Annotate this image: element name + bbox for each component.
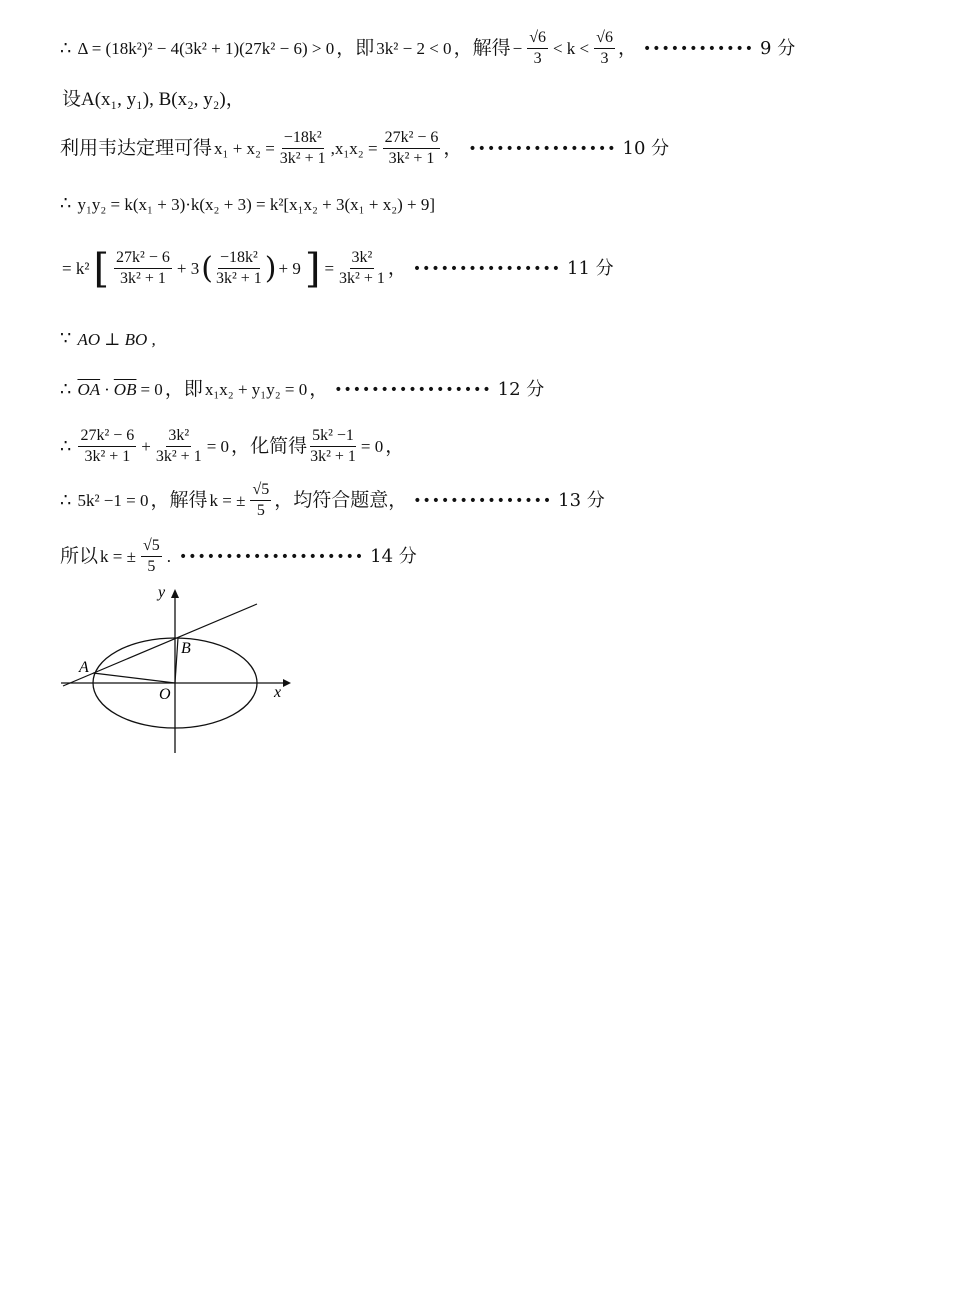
y-axis-arrow-icon — [171, 589, 179, 598]
line-solve-k: ∴ 5k² −1 = 0 ， 解得 k = ± $\frac{√5}{5}$ ， 均符合题意， ••••••••••••••• 13 分 — [60, 481, 605, 519]
fraction-a: $\frac{\text{27k² − 6}}{\text{3k² + 1}}$ — [116, 249, 170, 287]
line-conclusion: 所以 k = ± $\frac{√5}{5}$ . •••••••••••••••••••• 14 分 — [60, 537, 417, 575]
line-dot-product: ∴ $\overline{OA}$ · $\overline{OB}$ = 0 ， 即 x₁x₂ + y₁y₂ = 0 ， ••••••••••••••••• 12 分 — [60, 378, 545, 400]
fraction-c: $\frac{\text{3k²}}{\text{3k² + 1}}$ — [339, 249, 385, 287]
fraction-sum: $\frac{\text{−18k²}}{\text{3k² + 1}}$ — [279, 129, 326, 167]
fraction-d: $\frac{\text{27k² − 6}}{\text{3k² + 1}}$ — [80, 427, 135, 465]
label-y: y — [158, 585, 166, 601]
score-leader-dots: •••••••••••••••• — [468, 140, 617, 157]
score-label: 11 分 — [567, 257, 614, 279]
line-vieta: 利用韦达定理可得 x₁ + x₂ = $\frac{\text{−18k²}}{\text{3k² + 1}}$ ,x₁x₂ = $\frac{\text{27k² − 6}}{\text{3k² + 1}}$ ， •••••••••••••••• 10 分 — [60, 129, 670, 167]
ellipse-figure — [55, 585, 295, 755]
line-through-a-b — [63, 604, 257, 686]
fraction-e: $\frac{\text{3k²}}{\text{3k² + 1}}$ — [155, 427, 202, 465]
line-y1y2-expand: = k² [ $\frac{\text{27k² − 6}}{\text{3k² + 1}}$ + 3 ( $\frac{\text{−18k²}}{\text{3k² + 1}}$ ) + 9 ] = $\frac{\text{3k²}}{\text{3k² + 1}}$ ， •••••••••••••••• 11 分 — [62, 245, 614, 292]
fraction-sqrt5-over-5: $\frac{√5}{5}$ — [252, 481, 270, 519]
set-points-text: 设A(x₁, y₁), B(x₂, y₂)， — [62, 89, 245, 110]
discriminant-expression: Δ = (18k²)² − 4(3k² + 1)(27k² − 6) > 0 — [77, 39, 335, 58]
score-label: 12 分 — [497, 378, 545, 400]
label-x: x — [274, 684, 282, 701]
fraction-sqrt5-over-5-final: $\frac{√5}{5}$ — [142, 537, 160, 575]
fraction-f: $\frac{\text{5k² −1}}{\text{3k² + 1}}$ — [310, 427, 356, 465]
inequality-expression: 3k² − 2 < 0 — [376, 39, 452, 58]
score-label: 9 分 — [760, 37, 796, 59]
therefore-symbol: ∴ — [60, 37, 72, 59]
fraction-sqrt6-over-3: $\frac{√6}{3}$ — [529, 29, 546, 67]
score-label: 13 分 — [558, 489, 605, 511]
fraction-b: $\frac{\text{−18k²}}{\text{3k² + 1}}$ — [215, 249, 262, 287]
line-y1y2: ∴ y₁y₂ = k(x₁ + 3)·k(x₂ + 3) = k²[x₁x₂ + 3(x₁ + x₂) + 9] — [60, 193, 436, 214]
score-leader-dots: •••••••••••••••• — [412, 260, 561, 277]
y1y2-expression: y₁y₂ = k(x₁ + 3)·k(x₂ + 3) = k²[x₁x₂ + 3(x₁ + x₂) + 9] — [77, 194, 436, 214]
score-leader-dots: ••••••••••••••••• — [334, 381, 492, 398]
label-b: B — [181, 640, 191, 657]
score-label: 14 分 — [370, 545, 417, 567]
line-discriminant: ∴ Δ = (18k²)² − 4(3k² + 1)(27k² − 6) > 0 ， 即 3k² − 2 < 0 ， 解得 − $\frac{√6}{3}$ < k < $\frac{√6}{3}$ ， •••••••••••• 9 分 — [60, 29, 796, 67]
label-o: O — [159, 686, 171, 703]
segment-ao — [93, 673, 175, 683]
label-a: A — [79, 659, 89, 676]
line-perpendicular: ∵ AO ⊥ BO , — [60, 328, 156, 349]
line-substitute: ∴ $\frac{\text{27k² − 6}}{\text{3k² + 1}}$ + $\frac{\text{3k²}}{\text{3k² + 1}}$ = 0 ， 化简得 $\frac{\text{5k² −1}}{\text{3k² + 1}}$ = 0 ， — [60, 427, 405, 465]
score-label: 10 分 — [622, 137, 670, 159]
score-leader-dots: ••••••••••••••• — [413, 492, 553, 509]
fraction-sqrt6-over-3-b: $\frac{√6}{3}$ — [596, 29, 613, 67]
line-set-points — [60, 90, 247, 109]
score-leader-dots: •••••••••••• — [642, 40, 755, 57]
vector-oa: $\overline{OA}$ — [77, 380, 101, 399]
score-leader-dots: •••••••••••••••••••• — [178, 548, 365, 565]
because-symbol: ∵ — [60, 328, 72, 349]
fraction-product: $\frac{\text{27k² − 6}}{\text{3k² + 1}}$ — [384, 129, 439, 167]
vector-ob: $\overline{OB}$ — [113, 380, 137, 399]
x-axis-arrow-icon — [283, 679, 291, 687]
